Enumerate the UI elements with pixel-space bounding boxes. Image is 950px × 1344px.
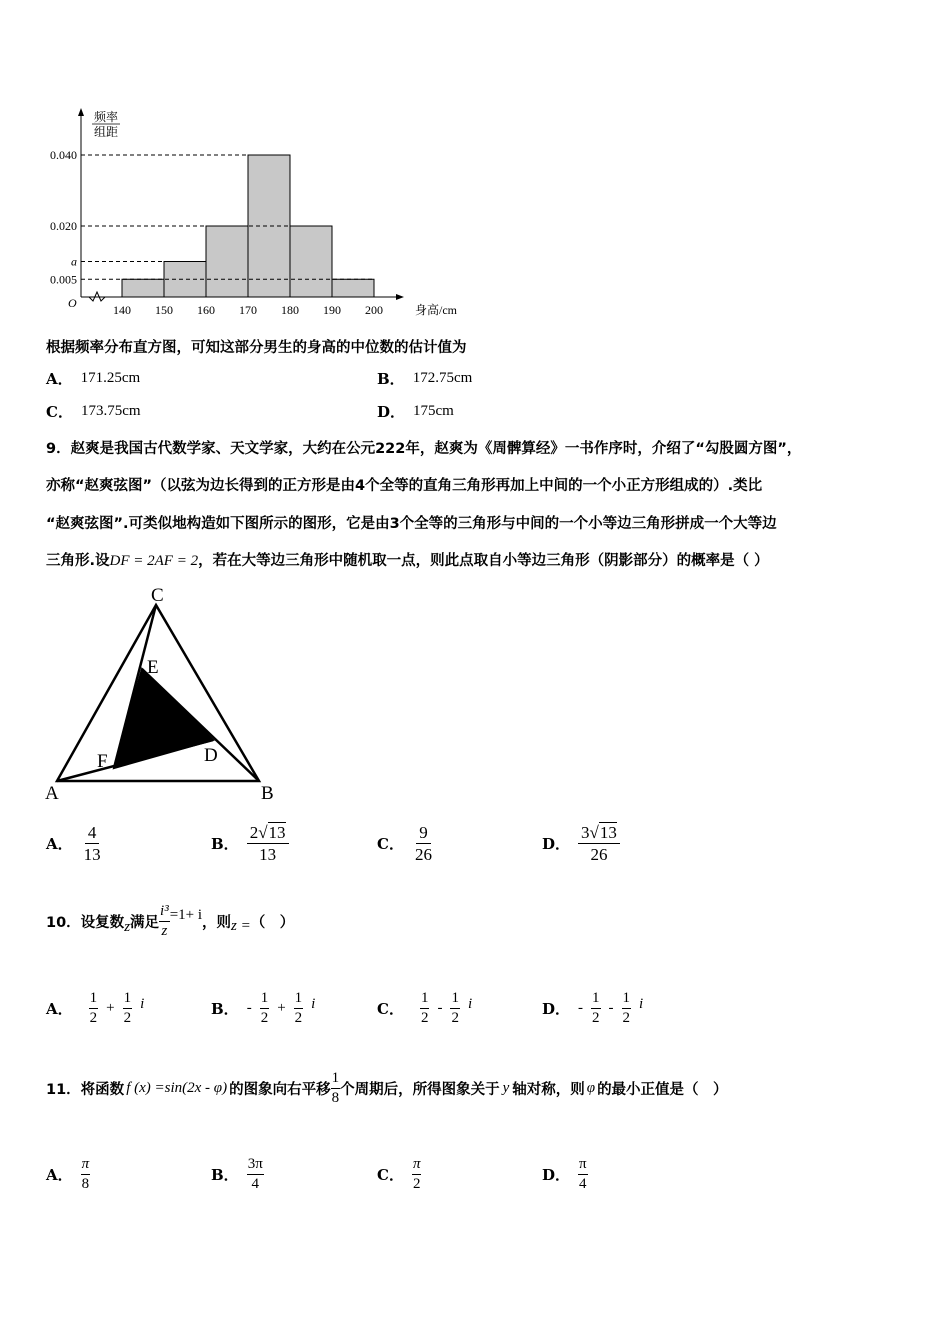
q9-option-b[interactable] [211, 823, 289, 864]
vertex-label-d: D [204, 745, 218, 766]
q10-pre: 10．设复数 [46, 915, 125, 931]
histogram-bar [290, 226, 332, 297]
y-tick-label: 0.040 [50, 148, 77, 162]
fraction-numerator: 1 [450, 990, 460, 1009]
x-axis-title: 身高/cm [415, 303, 457, 317]
option-fraction-1 [420, 990, 430, 1027]
histogram-bar [122, 279, 164, 297]
x-tick-label: 170 [239, 303, 257, 317]
radicand: 13 [599, 823, 617, 842]
option-fraction-2 [622, 990, 632, 1027]
fraction-numerator: π [412, 1156, 422, 1175]
fraction-denominator: 2 [592, 1010, 600, 1026]
option-value: 171.25cm [80, 370, 141, 386]
x-tick-label: 180 [281, 303, 299, 317]
option-fraction-2 [450, 990, 460, 1027]
fraction-denominator: 8 [81, 1176, 90, 1192]
vertex-label-b: B [261, 783, 274, 804]
histogram-chart [0, 95, 480, 325]
histogram-bar [206, 226, 248, 297]
q8-option-a[interactable] [46, 368, 140, 389]
q11-post3: 的最小正值是（ ） [597, 1082, 728, 1098]
histogram-bar [332, 279, 374, 297]
x-tick-label: 190 [323, 303, 341, 317]
fraction-numerator: i³ [159, 903, 170, 922]
q8-option-b[interactable] [377, 368, 472, 389]
q10-option-d[interactable] [542, 990, 643, 1027]
fraction-denominator: 2 [89, 1010, 98, 1026]
fraction-denominator: 2 [412, 1176, 421, 1192]
fraction-denominator: 2 [260, 1010, 269, 1026]
option-label: B． [377, 370, 405, 388]
fraction-numerator: 2√13 [247, 823, 289, 844]
option-value: 172.75cm [412, 370, 473, 386]
q11-post: 个周期后，所得图象关于 [340, 1082, 500, 1098]
x-axis-arrow [396, 294, 404, 300]
q9-option-a[interactable] [46, 823, 104, 864]
option-label: A． [46, 835, 73, 853]
imaginary-unit: i [467, 996, 473, 1012]
fraction-denominator: 4 [579, 1176, 587, 1192]
q9-line4-post: ，若在大等边三角形中随机取一点，则此点取自小等边三角形（阴影部分）的概率是（ ） [198, 553, 769, 569]
fraction-denominator: 13 [83, 845, 101, 864]
fraction-numerator: 1 [123, 990, 133, 1009]
histogram-bar [248, 155, 290, 297]
sign: - [578, 1000, 584, 1016]
imaginary-unit: i [311, 996, 316, 1012]
coefficient: 2 [249, 823, 259, 842]
option-label: A． [46, 370, 73, 388]
fraction-numerator: π [81, 1156, 91, 1175]
fraction-denominator: 2 [622, 1010, 631, 1026]
option-fraction-2 [123, 990, 133, 1027]
x-tick-label: 200 [365, 303, 383, 317]
x-tick-label: 140 [113, 303, 131, 317]
fraction-numerator: 1 [622, 990, 632, 1009]
x-tick-label: 150 [155, 303, 173, 317]
fraction-denominator: 26 [590, 845, 608, 864]
sign: - [246, 1000, 252, 1016]
q11-phi: φ [586, 1080, 596, 1096]
option-value: 173.75cm [80, 403, 141, 419]
option-label: D． [542, 835, 571, 853]
option-fraction [81, 1156, 91, 1193]
fraction-numerator: 4 [85, 823, 100, 844]
fraction-denominator: 2 [451, 1010, 459, 1026]
option-fraction [247, 823, 289, 864]
fraction-numerator: 1 [260, 990, 270, 1009]
q9-line3: “赵爽弦图”.可类似地构造如下图所示的图形，它是由3个全等的三角形与中间的一个小等边三角形拼成一个大等边 [46, 516, 777, 532]
q10-option-c[interactable] [377, 990, 472, 1027]
q8-option-d[interactable] [377, 401, 454, 422]
q11-stem [46, 1070, 728, 1107]
option-label: C． [377, 1000, 404, 1018]
operator: - [608, 1000, 614, 1016]
y-tick-label: 0.020 [50, 219, 77, 233]
option-fraction [578, 823, 620, 864]
coefficient: 3 [581, 823, 590, 842]
fraction-numerator: 1 [420, 990, 430, 1009]
y-tick-label: a [71, 254, 77, 269]
y-axis-arrow [78, 108, 84, 116]
option-label: A． [46, 1000, 73, 1018]
q11-pre: 11．将函数 [46, 1082, 125, 1098]
q9-option-d[interactable] [542, 823, 620, 864]
q11-option-d[interactable] [542, 1156, 588, 1193]
option-fraction-1 [591, 990, 601, 1027]
option-value: 175cm [413, 403, 454, 419]
q10-fraction [159, 903, 170, 940]
imaginary-unit: i [140, 996, 145, 1012]
zhao-shuang-triangle-figure [40, 582, 290, 804]
option-label: C． [46, 403, 73, 421]
vertex-label-c: C [151, 585, 164, 606]
fraction-numerator: 3√13 [578, 823, 620, 844]
option-fraction [81, 823, 104, 864]
option-label: C． [377, 1166, 404, 1184]
option-fraction [412, 1156, 422, 1193]
q11-post2: 轴对称，则 [512, 1082, 585, 1098]
origin-label: O [68, 296, 77, 310]
vertex-label-a: A [45, 783, 59, 804]
y-axis-title-numerator: 频率 [93, 110, 119, 124]
fraction-denominator: 2 [294, 1010, 303, 1026]
option-label: D． [542, 1166, 571, 1184]
fraction-denominator: 4 [251, 1176, 259, 1192]
q10-post: ，则 [202, 915, 232, 931]
option-label: D． [542, 1000, 571, 1018]
fraction-denominator: z [161, 923, 168, 939]
imaginary-unit: i [639, 996, 644, 1012]
q11-axis-var: y [502, 1080, 510, 1096]
vertex-label-f: F [97, 751, 108, 772]
y-axis-title-denominator: 组距 [93, 125, 119, 139]
fraction-numerator: 1 [89, 990, 99, 1009]
q9-option-c[interactable] [377, 823, 435, 864]
option-label: D． [377, 403, 406, 421]
option-label: A． [46, 1166, 73, 1184]
option-label: C． [377, 835, 404, 853]
operator: + [277, 1000, 286, 1016]
q11-option-a[interactable] [46, 1156, 90, 1193]
option-fraction-1 [260, 990, 270, 1027]
fraction-denominator: 13 [259, 845, 277, 864]
q10-mid: 满足 [130, 915, 160, 931]
option-label: B． [211, 1000, 239, 1018]
fraction-denominator: 2 [420, 1010, 429, 1026]
q9-line4 [46, 549, 769, 570]
q11-option-b[interactable] [211, 1156, 264, 1193]
radicand: 13 [268, 823, 286, 842]
fraction-denominator: 2 [123, 1010, 132, 1026]
fraction-numerator: 1 [294, 990, 304, 1009]
q9-line1: 9．赵爽是我国古代数学家、天文学家，大约在公元222年，赵爽为《周髀算经》一书作序时，介绍了“勾股圆方图”， [46, 441, 802, 457]
vertex-label-e: E [147, 657, 159, 678]
option-fraction [412, 823, 435, 864]
shaded-small-triangle [114, 669, 213, 768]
option-fraction [578, 1156, 588, 1193]
fraction-numerator: π [578, 1156, 588, 1175]
operator: - [437, 1000, 443, 1016]
q10-option-b[interactable] [211, 990, 315, 1027]
operator: + [106, 1000, 115, 1016]
q8-stem: 根据频率分布直方图，可知这部分男生的身高的中位数的估计值为 [46, 340, 467, 356]
q8-option-c[interactable] [46, 401, 141, 422]
x-tick-label: 160 [197, 303, 215, 317]
q11-shift-fraction [331, 1070, 341, 1107]
fraction-numerator: 3π [247, 1156, 264, 1175]
fraction-numerator: 1 [591, 990, 601, 1009]
q9-line2: 亦称“赵爽弦图”（以弦为边长得到的正方形是由4个全等的直角三角形再加上中间的一个小正方形组成的）.类比 [46, 478, 763, 494]
y-tick-label: 0.005 [50, 272, 77, 287]
option-label: B． [211, 1166, 239, 1184]
option-fraction [247, 1156, 264, 1193]
fraction-numerator: 9 [416, 823, 431, 844]
q10-stem [46, 903, 294, 940]
q10-paren: （ ） [250, 915, 295, 931]
q9-line4-pre: 三角形.设 [46, 553, 110, 569]
option-fraction-1 [89, 990, 99, 1027]
q10-var-z: z [124, 919, 131, 935]
q10-ask: z = [231, 918, 251, 934]
histogram-bar [164, 262, 206, 298]
q10-option-a[interactable] [46, 990, 144, 1027]
q11-option-c[interactable] [377, 1156, 421, 1193]
q11-function: f (x) =sin(2x - φ) [126, 1080, 228, 1096]
q10-rhs: =1+ i [169, 907, 203, 923]
fraction-numerator: 1 [331, 1070, 341, 1089]
option-label: B． [211, 835, 239, 853]
q9-condition-math: DF = 2AF = 2 [109, 553, 199, 569]
fraction-denominator: 26 [414, 845, 432, 864]
fraction-denominator: 8 [331, 1090, 340, 1106]
q11-mid: 的图象向右平移 [229, 1082, 331, 1098]
option-fraction-2 [294, 990, 304, 1027]
